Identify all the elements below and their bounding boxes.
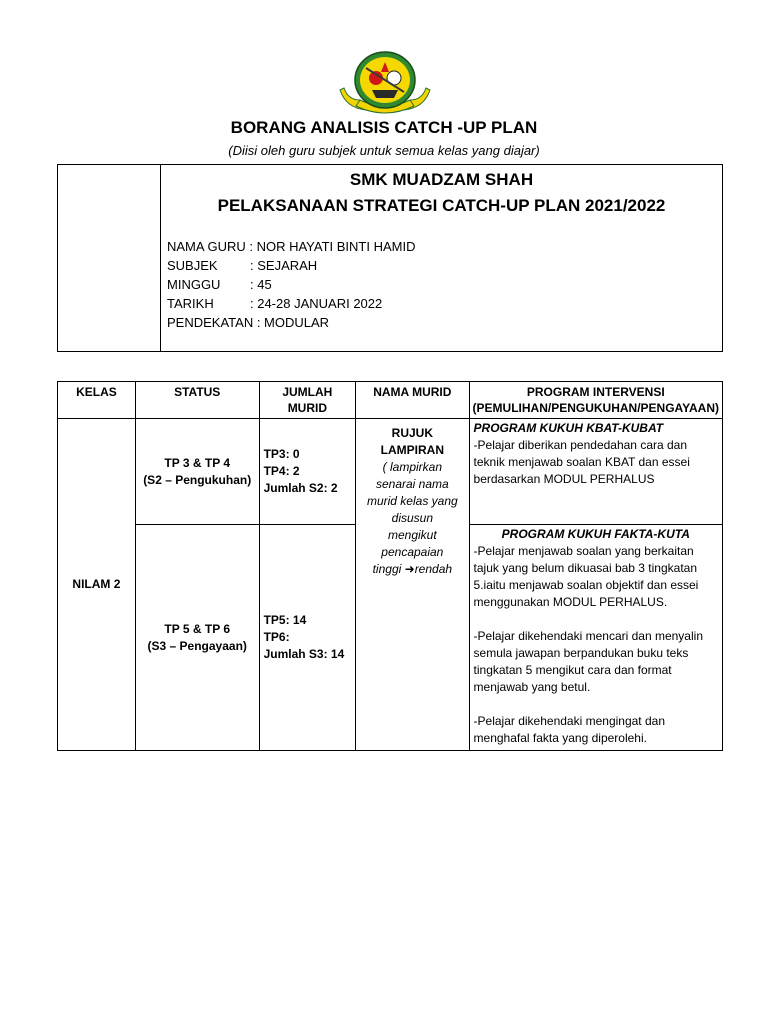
jumlah-line: TP3: 0: [263, 447, 300, 461]
teacher-info: [167, 237, 716, 332]
paragraph-gap: [474, 611, 718, 628]
jumlah-line: TP6:: [263, 630, 290, 644]
program-cell: [469, 525, 722, 751]
jumlah-line: TP4: 2: [263, 464, 300, 478]
col-header-jumlah-line2: MURID: [287, 401, 328, 415]
program-text-line: tingkatan 5 mengikut cara dan format: [473, 663, 672, 677]
nama-note-line: murid kelas yang: [366, 494, 458, 508]
form-title: BORANG ANALISIS CATCH -UP PLAN: [230, 118, 538, 137]
program-text-line: -Pelajar dikehendaki mencari dan menyalin: [473, 629, 703, 643]
program-text-line: tajuk yang belum dikuasai bab 3 tingkatan: [473, 561, 698, 575]
info-value: : SEJARAH: [250, 258, 318, 273]
info-value: : 24-28 JANUARI 2022: [250, 296, 383, 311]
info-row-minggu: [167, 275, 716, 294]
info-label: MINGGU: [167, 277, 221, 292]
info-box-blank-cell: [58, 165, 161, 352]
info-row-pendekatan: [167, 313, 716, 332]
status-cell: [135, 525, 259, 751]
nama-note-line: senarai nama: [375, 477, 449, 491]
info-value: : 45: [250, 277, 272, 292]
info-row-tarikh: [167, 294, 716, 313]
program-text-line: menjawab yang betul.: [473, 680, 591, 694]
jumlah-line: Jumlah S2: 2: [263, 481, 338, 495]
program-text-line: teknik menjawab soalan KBAT dan essei: [473, 455, 690, 469]
program-text-line: -Pelajar dikehendaki mengingat dan: [473, 714, 665, 728]
nama-ref-line: LAMPIRAN: [380, 443, 444, 457]
nama-note-last-line: [360, 561, 464, 578]
paragraph-gap: [474, 696, 718, 713]
program-text-line: menggunakan MODUL PERHALUS.: [473, 595, 668, 609]
program-title: PROGRAM KUKUH KBAT-KUBAT: [473, 421, 664, 435]
jumlah-line: TP5: 14: [263, 613, 307, 627]
analysis-table: [57, 381, 723, 751]
info-label: PENDEKATAN: [167, 315, 254, 330]
school-name: SMK MUADZAM SHAH: [349, 170, 534, 189]
program-text-line: menghafal fakta yang diperolehi.: [473, 731, 647, 745]
info-label: NAMA GURU: [167, 239, 246, 254]
status-line: TP 5 & TP 6: [164, 621, 230, 636]
nama-note-word: rendah: [414, 562, 453, 576]
status-cell: [135, 419, 259, 525]
col-header-program-line2: (PEMULIHAN/PENGUKUHAN/PENGAYAAN): [472, 401, 719, 415]
status-line: (S2 – Pengukuhan): [143, 472, 252, 487]
nama-note-line: ( lampirkan: [382, 460, 443, 474]
program-text-line: -Pelajar diberikan pendedahan cara dan: [473, 438, 688, 452]
col-header-status: STATUS: [135, 382, 259, 419]
program-cell: [469, 419, 722, 525]
col-header-program: [469, 382, 722, 419]
program-text-line: -Pelajar menjawab soalan yang berkaitan: [473, 544, 694, 558]
kelas-cell: NILAM 2: [58, 419, 136, 751]
nama-note-line: disusun: [391, 511, 434, 525]
col-header-kelas: KELAS: [58, 382, 136, 419]
table-row: [58, 419, 723, 525]
info-row-nama-guru: [167, 237, 716, 256]
col-header-program-line1: PROGRAM INTERVENSI: [526, 385, 665, 399]
table-header-row: [58, 382, 723, 419]
form-subtitle: (Diisi oleh guru subjek untuk semua kelas yang diajar): [228, 143, 540, 158]
status-line: (S3 – Pengayaan): [147, 638, 247, 653]
nama-note-word: tinggi: [372, 562, 402, 576]
nama-note-line: mengikut: [387, 528, 437, 542]
arrow-right-icon: ➜: [404, 562, 415, 576]
info-label: SUBJEK: [167, 258, 218, 273]
nama-ref-line: RUJUK: [391, 426, 433, 440]
status-line: TP 3 & TP 4: [164, 455, 230, 470]
nama-note-line: pencapaian: [381, 545, 444, 559]
info-value: : NOR HAYATI BINTI HAMID: [249, 239, 416, 254]
info-label: TARIKH: [167, 296, 214, 311]
col-header-jumlah: [259, 382, 356, 419]
plan-title: PELAKSANAAN STRATEGI CATCH-UP PLAN 2021/2022: [217, 196, 666, 215]
info-value: : MODULAR: [256, 315, 330, 330]
info-box: [57, 164, 723, 352]
info-row-subjek: [167, 256, 716, 275]
school-logo: [336, 50, 434, 116]
col-header-nama: NAMA MURID: [356, 382, 469, 419]
jumlah-cell: [259, 525, 356, 751]
program-text-line: berdasarkan MODUL PERHALUS: [473, 472, 655, 486]
program-text-line: 5.iaitu menjawab soalan objektif dan essei: [473, 578, 699, 592]
jumlah-cell: [259, 419, 356, 525]
program-title: PROGRAM KUKUH FAKTA-KUTA: [501, 527, 690, 541]
info-box-content: [161, 165, 723, 352]
col-header-jumlah-line1: JUMLAH: [282, 385, 333, 399]
nama-murid-cell: [356, 419, 469, 751]
jumlah-line: Jumlah S3: 14: [263, 647, 345, 661]
program-text-line: semula jawapan berpandukan buku teks: [473, 646, 689, 660]
